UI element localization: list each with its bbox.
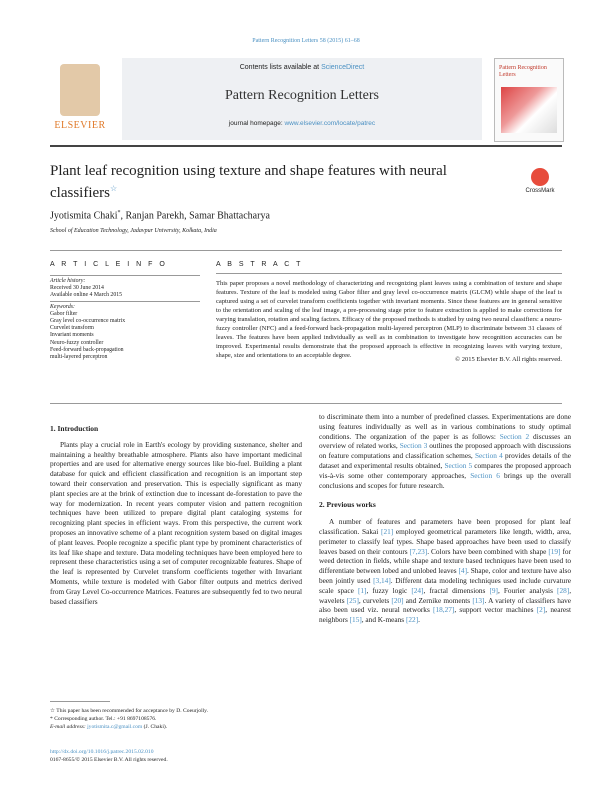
- text: . Colors have been combined with shape: [427, 546, 549, 556]
- author-rest: , Ranjan Parekh, Samar Bhattacharya: [120, 210, 270, 222]
- journal-header: [50, 58, 562, 143]
- citation[interactable]: [19]: [548, 546, 561, 556]
- journal-name: Pattern Recognition Letters: [225, 88, 379, 103]
- citation[interactable]: [15]: [349, 615, 362, 625]
- intro-text: brings up the overall conclusions and scopes for future research.: [319, 470, 571, 490]
- footnote-rule: [50, 701, 110, 702]
- title-text: Plant leaf recognition using texture and shape features with neural classifiers: [50, 163, 447, 201]
- text: . Different data modeling techniques used include curvature scale space: [319, 575, 571, 595]
- intro-text: provides details of the dataset and experimental results obtained,: [319, 451, 571, 470]
- keyword: multi-layered perceptron: [50, 354, 108, 361]
- citation[interactable]: [25]: [346, 595, 359, 605]
- citation[interactable]: [7,23]: [409, 546, 428, 556]
- sciencedirect-link[interactable]: ScienceDirect: [321, 64, 365, 71]
- email-name: (J. Chaki).: [142, 724, 168, 730]
- cover-title: Pattern Recognition Letters: [499, 65, 547, 78]
- citation[interactable]: [24]: [411, 585, 424, 595]
- intro-text: to discriminate them into a number of predefined classes. Experimentations are done using features individually as well as in various combinations to study optimal conditions. The organization of the paper is as follows:: [319, 412, 571, 441]
- authors-rule: [50, 250, 562, 251]
- keyword: Gabor filter: [50, 310, 78, 317]
- citation[interactable]: [18,27]: [433, 605, 455, 615]
- contents-line: [122, 64, 482, 71]
- affiliation: School of Education Technology, Jadavpur University, Kolkata, India: [50, 228, 217, 234]
- text: , and K-means: [361, 615, 406, 625]
- doi-link[interactable]: http://dx.doi.org/10.1016/j.patrec.2015.02.010: [50, 749, 154, 755]
- elsevier-logo: [50, 58, 110, 140]
- keyword: Invariant moments: [50, 332, 94, 339]
- text: for weed detection in fields, while shape and texture based techniques have been used to differentiate between lobed and unlobed leaves: [319, 546, 571, 576]
- intro-text: discusses an overview of related works,: [319, 431, 571, 451]
- citation[interactable]: [22]: [405, 615, 419, 625]
- abstract-copyright: © 2015 Elsevier B.V. All rights reserved.: [455, 356, 562, 363]
- right-column: [319, 412, 571, 625]
- previous-works-heading: 2. Previous works: [319, 500, 376, 510]
- citation[interactable]: [3,14]: [373, 575, 391, 585]
- previous-works-paragraph: [319, 517, 571, 625]
- journal-reference[interactable]: Pattern Recognition Letters 58 (2015) 61–68: [252, 38, 360, 44]
- title-footnote-mark[interactable]: ☆: [109, 184, 118, 193]
- citation[interactable]: [28]: [557, 585, 570, 595]
- text: . Shape, color and texture have also been jointly used: [319, 566, 571, 585]
- abstract-rule: [216, 273, 562, 274]
- intro-heading: 1. Introduction: [50, 424, 99, 433]
- footnote-corresponding: * Corresponding author. Tel.: +91 8697108576.: [50, 716, 157, 722]
- text: . A variety of classifiers have also been used viz. neural networks: [319, 595, 571, 615]
- article-identifiers: [50, 748, 310, 764]
- crossmark-label: CrossMark: [525, 188, 555, 194]
- cover-image: [501, 87, 557, 133]
- issn-copyright: 0167-8655/© 2015 Elsevier B.V. All rights reserved.: [50, 757, 168, 763]
- section-3-link[interactable]: Section 3: [399, 441, 428, 451]
- citation[interactable]: [4]: [458, 566, 468, 576]
- footnote-recommendation: ☆ This paper has been recommended for acceptance by D. Coeurjolly.: [50, 708, 209, 714]
- authors: [50, 210, 550, 221]
- abstract-text: This paper proposes a novel methodology of characterizing and recognizing plant leaves using a combination of texture and shape features. Texture of the leaf is modeled using Gabor filter and gray level co-occurrence matrix (GLCM) while shape of the leaf is captured using a set of curvelet transform coefficients together with invariant moments. Since these features are in general sensitive to the orientation and scaling of the leaf image, a pre-processing stage prior to feature extraction is applied to make corrections for varying translation, rotation and scaling factors. Efficacy of the proposed methods is studied by using two neural classifiers: a neuro-fuzzy controller (NFC) and a feed-forward back-propagation multi-layered perceptron (MLP) to discriminate between 31 classes of leaves. The features have been applied individually as well as in combination to investigate how recognition accuracies can be improved. Experimental results demonstrate that the proposed approach is effective in recognizing leaves with varying texture, shape, size and orientations to an acceptable degree.: [216, 280, 562, 359]
- text: , fuzzy logic: [366, 585, 412, 595]
- publisher-name: ELSEVIER: [54, 120, 106, 131]
- left-column: [50, 424, 302, 606]
- citation[interactable]: [9]: [489, 585, 498, 595]
- article-info-rule: [50, 275, 200, 276]
- text: , wavelets: [319, 585, 572, 605]
- text: , support vector machines: [454, 605, 537, 615]
- section-4-link[interactable]: Section 4: [475, 451, 503, 461]
- journal-cover: [494, 58, 564, 142]
- section-5-link[interactable]: Section 5: [444, 460, 473, 470]
- masthead: [122, 58, 482, 140]
- text: , fractal dimensions: [423, 585, 490, 595]
- keyword: Neuro-fuzzy controller: [50, 339, 104, 346]
- text: employed geometrical parameters like length, width, area, perimeter to classify leaf types. Shape based approaches have been used to classify leaves based on their contours: [319, 526, 571, 556]
- crossmark-badge[interactable]: [515, 168, 565, 194]
- citation[interactable]: [2]: [536, 605, 546, 615]
- section-6-link[interactable]: Section 6: [470, 470, 500, 480]
- header-rule: [50, 145, 562, 147]
- keyword: Curvelet transform: [50, 325, 94, 332]
- intro-text: outlines the proposed approach with discussions on feature computations and classification schemes,: [319, 441, 571, 461]
- elsevier-tree-icon: [60, 64, 100, 116]
- citation[interactable]: [13]: [472, 595, 485, 605]
- email-link[interactable]: jyotismita.c@gmail.com: [87, 724, 143, 730]
- abstract-bottom-rule: [50, 403, 562, 404]
- email-label: E-mail address:: [50, 724, 88, 730]
- citation[interactable]: [20]: [391, 595, 404, 605]
- keyword: Gray level co-occurrence matrix: [50, 318, 126, 325]
- abstract-heading: A B S T R A C T: [216, 261, 303, 268]
- homepage-line: [122, 120, 482, 127]
- intro-text: compares the proposed approach vis-à-vis some other contemporary approaches,: [319, 460, 571, 480]
- text: .: [418, 615, 420, 625]
- history-label: Article history:: [50, 277, 86, 284]
- text: , nearest neighbors: [319, 605, 571, 625]
- citation[interactable]: [21]: [381, 526, 394, 536]
- homepage-link[interactable]: www.elsevier.com/locate/patrec: [284, 120, 376, 127]
- keywords-label: Keywords:: [50, 303, 75, 310]
- contents-prefix: Contents lists available at: [239, 64, 322, 71]
- crossmark-icon: [531, 168, 549, 186]
- citation[interactable]: [1]: [357, 585, 367, 595]
- article-info: [50, 273, 200, 361]
- keywords-rule: [50, 301, 200, 302]
- author-mark[interactable]: *: [117, 210, 121, 216]
- text: , curvelets: [358, 595, 392, 605]
- footnote-email: [50, 723, 310, 731]
- keyword: Feed-forward back-propagation: [50, 346, 124, 353]
- footnotes: [50, 707, 310, 731]
- text: A number of features and parameters have been proposed for plant leaf classification. Sakai: [319, 517, 571, 536]
- homepage-prefix: journal homepage:: [228, 120, 285, 127]
- section-2-link[interactable]: Section 2: [499, 431, 530, 441]
- available-date: Available online 4 March 2015: [50, 291, 123, 298]
- received-date: Received 30 June 2014: [50, 284, 104, 291]
- text: and Zernike moments: [403, 595, 473, 605]
- author-first: Jyotismita Chaki: [50, 210, 118, 222]
- text: , Fourier analysis: [497, 585, 558, 595]
- article-title: [50, 162, 470, 202]
- intro-paragraph-2: [319, 412, 571, 490]
- intro-paragraph: Plants play a crucial role in Earth's ecology by providing sustenance, shelter and maintaining a healthy breathable atmosphere. Plants also have important medicinal properties and are used for alternative energy sources like bio-fuel. Building a plant database for quick and efficient classification and recognition is an important step toward their conservation and preservation. This is especially significant as many plant species are at the brink of extinction due to incessant de-forestation to pave the way for modernization. In recent years computer vision and pattern recognition techniques have been utilized to prepare digital plant cataloging systems for recognizing plant species in efficient ways. From this perspective, the current work proposes an innovative scheme of a plant recognition system based on digital images of plant leaves. People recognize a specific plant type by prominent characteristics of its leaf like shape and texture. Data modeling techniques have been employed here to represent these characteristics using a set of computer recognizable features. Shape of the leaf is represented by Curvelet transform coefficients together with Invariant Moments, while texture is modeled with Gabor filter outputs and metrics derived from Gray Level Co-occurrence Matrices. Features are subsequently fed to two neural based classifiers: [50, 439, 302, 606]
- article-info-heading: A R T I C L E I N F O: [50, 261, 168, 268]
